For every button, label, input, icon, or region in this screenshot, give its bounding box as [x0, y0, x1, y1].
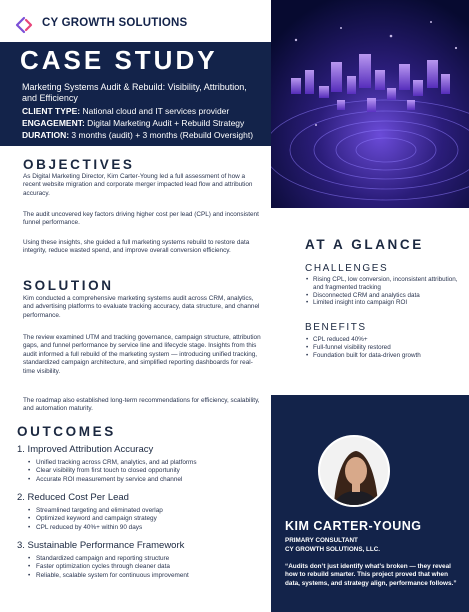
- client-type-line: [22, 106, 229, 116]
- objectives-heading: OBJECTIVES: [23, 157, 135, 172]
- challenges-list: [305, 276, 463, 307]
- duration-label: DURATION:: [22, 130, 70, 140]
- list-item: • Faster optimization cycles through cleaner data: [28, 563, 258, 571]
- list-item: • Limited insight into campaign ROI: [305, 299, 463, 307]
- engagement-value: Digital Marketing Audit + Rebuild Strategy: [84, 118, 245, 128]
- outcome-list: [28, 555, 258, 580]
- solution-paragraph: Kim conducted a comprehensive marketing systems audit across CRM, analytics, and advertising platforms to evaluate tracking accuracy, data structure, and channel performance.: [23, 295, 260, 319]
- objectives-paragraph: As Digital Marketing Director, Kim Carter-Young led a full assessment of how a recent website migration and corporate merger impacted lead flow and attribution accuracy.: [23, 173, 253, 197]
- list-item: • Standardized campaign and reporting structure: [28, 555, 258, 563]
- title-block: [0, 42, 271, 146]
- solution-heading: SOLUTION: [23, 278, 114, 293]
- list-item: • Rising CPL, low conversion, inconsistent attribution, and fragmented tracking: [305, 276, 463, 292]
- at-a-glance-panel: [295, 227, 460, 387]
- page-title: CASE STUDY: [20, 45, 218, 75]
- list-item: • Clear visibility from first touch to closed opportunity: [28, 467, 258, 475]
- solution-paragraph: The roadmap also established long-term recommendations for efficiency, scalability, and automation maturity.: [23, 397, 260, 413]
- list-item: • Foundation built for data-driven growth: [305, 352, 463, 360]
- list-item: • Streamlined targeting and eliminated overlap: [28, 507, 258, 515]
- list-item: • CPL reduced by 40%+ within 90 days: [28, 524, 258, 532]
- list-item: • Disconnected CRM and analytics data: [305, 292, 463, 300]
- benefits-list: [305, 336, 463, 359]
- objectives-paragraph: Using these insights, she guided a full marketing systems rebuild to restore data integrity, reduce wasted spend, and improve overall conversion efficiency.: [23, 239, 250, 255]
- duration-value: 3 months (audit) + 3 months (Rebuild Oversight): [69, 130, 254, 140]
- benefits-heading: BENEFITS: [305, 322, 367, 333]
- cy-growth-logo-icon: [14, 15, 34, 35]
- consultant-panel: [271, 395, 469, 612]
- list-item: • CPL reduced 40%+: [305, 336, 463, 344]
- list-item: • Full-funnel visibility restored: [305, 344, 463, 352]
- outcome-list: [28, 459, 258, 484]
- outcomes-heading: OUTCOMES: [17, 424, 116, 439]
- duration-line: [22, 130, 253, 140]
- outcome-title: 2. Reduced Cost Per Lead: [17, 492, 129, 503]
- at-a-glance-heading: AT A GLANCE: [305, 237, 424, 252]
- consultant-role: PRIMARY CONSULTANT: [285, 537, 358, 544]
- client-type-label: CLIENT TYPE:: [22, 106, 81, 116]
- list-item: • Accurate ROI measurement by service and channel: [28, 476, 258, 484]
- data-visualization-image: [271, 0, 469, 208]
- consultant-company: CY GROWTH SOLUTIONS, LLC.: [285, 546, 381, 553]
- hero-image: [271, 0, 469, 208]
- challenges-heading: CHALLENGES: [305, 263, 389, 274]
- consultant-photo-icon: [320, 437, 390, 507]
- brand-name: CY GROWTH SOLUTIONS: [42, 17, 188, 29]
- header-bar: [0, 0, 271, 42]
- list-item: • Reliable, scalable system for continuous improvement: [28, 572, 258, 580]
- outcome-title: 3. Sustainable Performance Framework: [17, 540, 185, 551]
- list-item: • Optimized keyword and campaign strategy: [28, 515, 258, 523]
- outcome-title: 1. Improved Attribution Accuracy: [17, 444, 154, 455]
- consultant-name: KIM CARTER-YOUNG: [285, 519, 422, 533]
- client-type-value: National cloud and IT services provider: [80, 106, 230, 116]
- solution-paragraph: The review examined UTM and tracking governance, campaign structure, attribution gaps, and funnel performance by service line and lifecycle stage. Insights from this audit informed a full rebuild of the marketing system — introducing unified tracking, standardized campaign architecture, and simplified reporting dashboards for real-time visibility.: [23, 334, 261, 375]
- engagement-line: [22, 118, 244, 128]
- consultant-quote: “Audits don’t just identify what’s broken — they reveal how to rebuild smarter. This project proved that when data, systems, and strategy align, performance follows.”: [285, 563, 457, 587]
- page-subtitle: Marketing Systems Audit & Rebuild: Visibility, Attribution, and Efficiency: [22, 82, 247, 103]
- objectives-paragraph: The audit uncovered key factors driving higher cost per lead (CPL) and inconsistent funnel performance.: [23, 211, 259, 227]
- engagement-label: ENGAGEMENT:: [22, 118, 85, 128]
- outcome-list: [28, 507, 258, 532]
- avatar: [318, 435, 390, 507]
- list-item: • Unified tracking across CRM, analytics, and ad platforms: [28, 459, 258, 467]
